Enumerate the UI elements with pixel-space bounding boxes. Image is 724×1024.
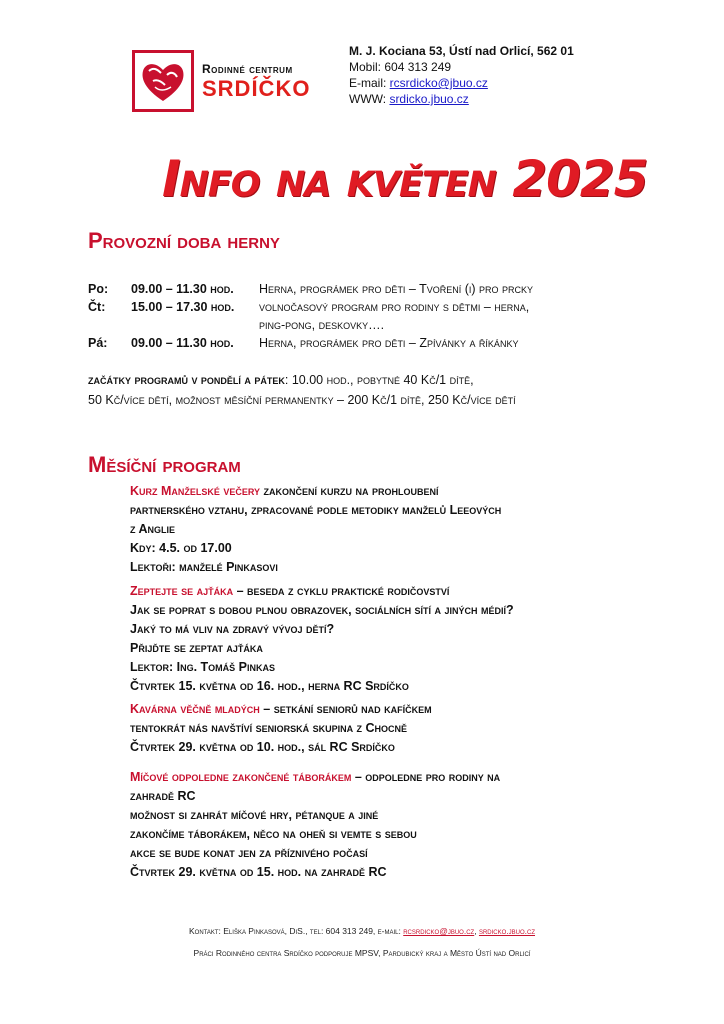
program-item-title: Zeptejte se ajťáka [130, 584, 234, 598]
hours-day: Čt: [88, 300, 106, 314]
program-item-line: Čtvrtek 29. května od 15. hod. na zahradě RC [130, 865, 387, 879]
program-item-title: Míčové odpoledne zakončené táborákem [130, 770, 352, 784]
program-item-line: Lektoři: manželé Pinkasovi [130, 560, 278, 574]
contact-email-row [349, 75, 574, 91]
program-item-title: Kurz Manželské večery [130, 484, 261, 498]
contact-www-label: WWW: [349, 92, 390, 106]
program-item [130, 768, 500, 882]
footer-email-link[interactable]: rcsrdicko@jbuo.cz [403, 926, 475, 936]
hours-desc: Herna, prográmek pro děti – Tvoření (i) pro prcky [259, 282, 534, 296]
hours-time: 09.00 – 11.30 hod. [131, 336, 234, 350]
contact-block [349, 43, 574, 107]
program-item-line: Čtvrtek 15. května od 16. hod., herna RC Srdíčko [130, 679, 409, 693]
logo-bottom-text: SRDÍČKO [202, 76, 311, 101]
contact-email-link[interactable]: rcsrdicko@jbuo.cz [389, 76, 488, 90]
program-heading: Měsíční program [88, 452, 241, 477]
footer-web-link[interactable]: srdicko.jbuo.cz [478, 926, 536, 936]
contact-www-link[interactable]: srdicko.jbuo.cz [389, 92, 469, 106]
program-item-line: zahradě RC [130, 789, 196, 803]
note-bold: začátky programů v pondělí a pátek [88, 373, 285, 387]
hours-desc: volnočasový program pro rodiny s dětmi – herna, [259, 300, 530, 314]
program-item-line: Přijďte se zeptat ajťáka [130, 641, 263, 655]
hours-desc: Herna, prográmek pro děti – Zpívánky a říkánky [259, 336, 519, 350]
hours-desc-cont: ping-pong, deskovky…. [259, 318, 385, 332]
contact-address: M. J. Kociana 53, Ústí nad Orlicí, 562 01 [349, 44, 574, 58]
program-item-line: partnerského vztahu, zpracované podle metodiky manželů Leeových [130, 503, 502, 517]
program-item-line: zakončíme táborákem, něco na oheň si vemte s sebou [130, 827, 417, 841]
program-item-line: Čtvrtek 29. května od 10. hod., sál RC Srdíčko [130, 740, 395, 754]
footer-contact-text: Kontakt: Eliška Pinkasová, DiS., tel: 604 313 249, e-mail: [188, 926, 404, 936]
logo-heart-frame [132, 50, 194, 112]
heart-icon [135, 53, 191, 109]
hours-time: 15.00 – 17.30 hod. [131, 300, 235, 314]
program-item-line: Jaký to má vliv na zdravý vývoj dětí? [130, 622, 335, 636]
footer-support: Práci Rodinného centra Srdíčko podporuje MPSV, Pardubický kraj a Město Ústí nad Orlicí [193, 948, 531, 958]
page-title: Info na květen 2025 [162, 150, 648, 208]
hours-heading: Provozní doba herny [88, 228, 280, 253]
footer-contact [0, 926, 724, 936]
program-item-title: Kavárna věčně mladých [130, 702, 260, 716]
contact-email-label: E-mail: [349, 76, 390, 90]
program-item-title-rest: zakončení kurzu na prohloubení [260, 484, 439, 498]
hours-day: Po: [88, 282, 109, 296]
hours-day: Pá: [88, 336, 108, 350]
program-item-title-rest: – beseda z cyklu praktické rodičovství [233, 584, 450, 598]
hours-time: 09.00 – 11.30 hod. [131, 282, 234, 296]
contact-mobile: Mobil: 604 313 249 [349, 60, 452, 74]
note-line2: 50 Kč/více dětí, možnost měsíční permanentky – 200 Kč/1 dítě, 250 Kč/více dětí [88, 393, 516, 407]
program-item-line: tentokrát nás navštíví seniorská skupina z Chocně [130, 721, 408, 735]
logo [132, 50, 311, 112]
program-item-line: Lektor: Ing. Tomáš Pinkas [130, 660, 275, 674]
program-item-line: Kdy: 4.5. od 17.00 [130, 541, 232, 555]
logo-top-text: Rodinné centrum [202, 62, 293, 76]
program-item [130, 582, 514, 696]
note-rest: : 10.00 hod., pobytné 40 Kč/1 dítě, [284, 373, 474, 387]
program-item-title-rest: – odpoledne pro rodiny na [351, 770, 501, 784]
program-item-line: akce se bude konat jen za příznivého počasí [130, 846, 368, 860]
hours-note [88, 370, 516, 410]
program-item-title-rest: – setkání seniorů nad kafíčkem [259, 702, 432, 716]
contact-www-row [349, 91, 574, 107]
program-item-line: možnost si zahrát míčové hry, pétanque a jiné [130, 808, 379, 822]
program-item [130, 482, 501, 577]
footer-sep: , [474, 926, 479, 936]
program-item-line: Jak se poprat s dobou plnou obrazovek, sociálních sítí a jiných médií? [130, 603, 514, 617]
program-item-line: z Anglie [130, 522, 176, 536]
program-item [130, 700, 432, 757]
